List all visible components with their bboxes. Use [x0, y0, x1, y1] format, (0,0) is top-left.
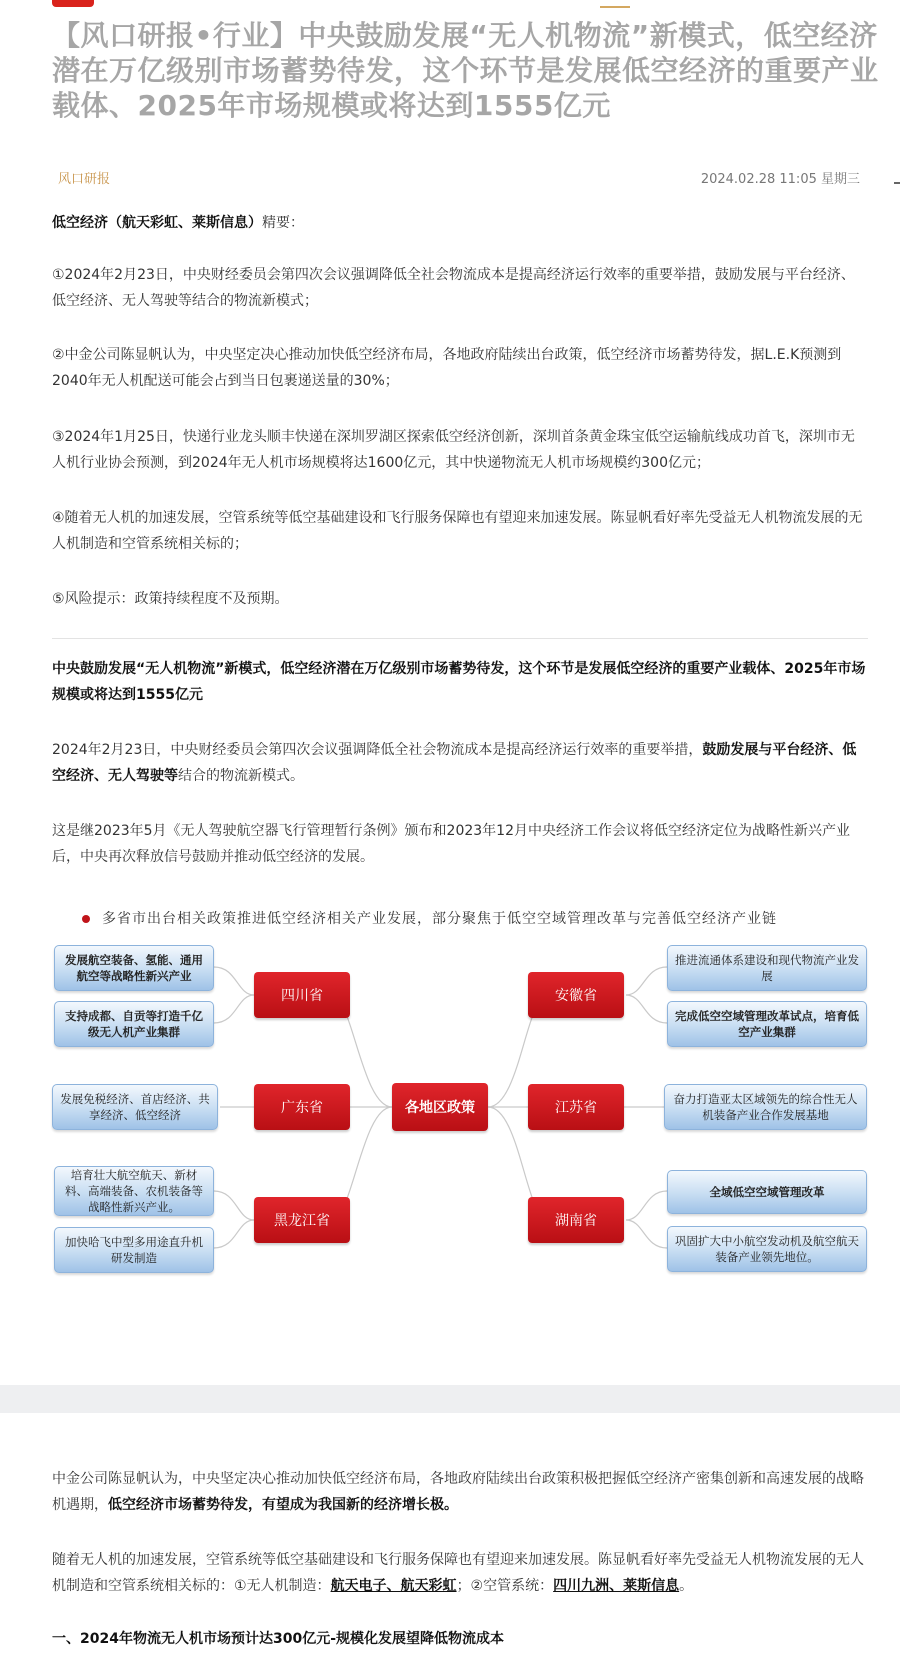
section-heading-1: 一、2024年物流无人机市场预计达300亿元-规模化发展望降低物流成本: [52, 1631, 504, 1647]
section-separator-band: [0, 1385, 900, 1413]
node-sichuan: 四川省: [254, 972, 350, 1018]
summary-point-2: ②中金公司陈显帆认为，中央坚定决心推动加快低空经济布局，各地政府陆续出台政策，低空经济市场蓄势待发，据L.E.K预测到2040年无人机配送可能会占到当日包裹递送量的30%；: [52, 347, 842, 389]
node-anhui: 安徽省: [528, 972, 624, 1018]
stock-link-drone-makers[interactable]: 航天电子、航天彩虹: [330, 1578, 457, 1594]
article-paragraph-1: 2024年2月23日，中央财经委员会第四次会议强调降低全社会物流成本是提高经济运行效率的重要举措，鼓励发展与平台经济、低空经济、无人驾驶等结合的物流新模式。: [52, 742, 857, 784]
center-node: 各地区政策: [392, 1083, 488, 1131]
policy-diagram: [52, 900, 868, 1280]
section-divider: [52, 638, 868, 639]
summary-point-3: ③2024年1月25日，快递行业龙头顺丰快递在深圳罗湖区探索低空经济创新，深圳首条黄金珠宝低空运输航线成功首飞，深圳市无人机行业协会预测，到2024年无人机市场规模将达1600亿元，其中快递物流无人机市场规模约300亿元；: [52, 429, 855, 471]
summary-point-1: ①2024年2月23日，中央财经委员会第四次会议强调降低全社会物流成本是提高经济运行效率的重要举措，鼓励发展与平台经济、低空经济、无人驾驶等结合的物流新模式；: [52, 267, 855, 309]
diagram-title: 多省市出台相关政策推进低空经济相关产业发展，部分聚焦于低空空域管理改革与完善低空经济产业链: [102, 911, 777, 927]
summary-point-4: ④随着无人机的加速发展，空管系统等低空基础建设和飞行服务保障也有望迎来加速发展。陈显帆看好率先受益无人机物流发展的无人机制造和空管系统相关标的；: [52, 510, 863, 552]
node-hunan: 湖南省: [528, 1197, 624, 1243]
note-heilongjiang-1: 培育壮大航空航天、新材料、高端装备、农机装备等战略性新兴产业。: [54, 1166, 214, 1216]
note-sichuan-1: 发展航空装备、氢能、通用航空等战略性新兴产业: [54, 945, 214, 991]
node-guangdong: 广东省: [254, 1084, 350, 1130]
note-hunan-1: 全域低空空域管理改革: [667, 1170, 867, 1214]
node-heilongjiang: 黑龙江省: [254, 1197, 350, 1243]
summary-label: 低空经济（航天彩虹、莱斯信息）精要：: [52, 215, 304, 231]
note-anhui-1: 推进流通体系建设和现代物流产业发展: [667, 945, 867, 991]
note-heilongjiang-2: 加快哈飞中型多用途直升机研发制造: [54, 1227, 214, 1273]
summary-point-5: ⑤风险提示：政策持续程度不及预期。: [52, 591, 289, 607]
source-link[interactable]: 风口研报: [58, 172, 111, 187]
decorative-mark: [600, 0, 630, 8]
note-hunan-2: 巩固扩大中小航空发动机及航空航天装备产业领先地位。: [667, 1226, 867, 1272]
note-jiangsu-1: 奋力打造亚太区域领先的综合性无人机装备产业合作发展基地: [664, 1084, 867, 1130]
edge-marker: [894, 182, 900, 184]
article-subtitle: 中央鼓励发展“无人机物流”新模式，低空经济潜在万亿级别市场蓄势待发，这个环节是发展低空经济的重要产业载体、2025年市场规模或将达到1555亿元: [52, 661, 866, 703]
note-sichuan-2: 支持成都、自贡等打造千亿级无人机产业集群: [54, 1001, 214, 1047]
note-anhui-2: 完成低空空域管理改革试点，培育低空产业集群: [667, 1001, 867, 1047]
note-guangdong-1: 发展免税经济、首店经济、共享经济、低空经济: [52, 1084, 218, 1130]
article-paragraph-2: 这是继2023年5月《无人驾驶航空器飞行管理暂行条例》颁布和2023年12月中央经济工作会议将低空经济定位为战略性新兴产业后，中央再次释放信号鼓励并推动低空经济的发展。: [52, 823, 850, 865]
node-jiangsu: 江苏省: [528, 1084, 624, 1130]
article-paragraph-4: 随着无人机的加速发展，空管系统等低空基础建设和飞行服务保障也有望迎来加速发展。陈显帆看好率先受益无人机物流发展的无人机制造和空管系统相关标的：①无人机制造：航天电子、航天彩虹；②空管系统：四川九洲、莱斯信息。: [52, 1552, 864, 1594]
stock-link-atc-systems[interactable]: 四川九洲、莱斯信息: [553, 1578, 680, 1594]
article-paragraph-3: 中金公司陈显帆认为，中央坚定决心推动加快低空经济布局，各地政府陆续出台政策积极把握低空经济产密集创新和高速发展的战略机遇期，低空经济市场蓄势待发，有望成为我国新的经济增长极。: [52, 1471, 864, 1513]
publish-datetime: 2024.02.28 11:05 星期三: [700, 172, 860, 187]
article-title: 【风口研报•行业】中央鼓励发展“无人机物流”新模式，低空经济潜在万亿级别市场蓄势待发，这个环节是发展低空经济的重要产业载体、2025年市场规模或将达到1555亿元: [52, 19, 879, 122]
logo-strip: [52, 0, 94, 7]
